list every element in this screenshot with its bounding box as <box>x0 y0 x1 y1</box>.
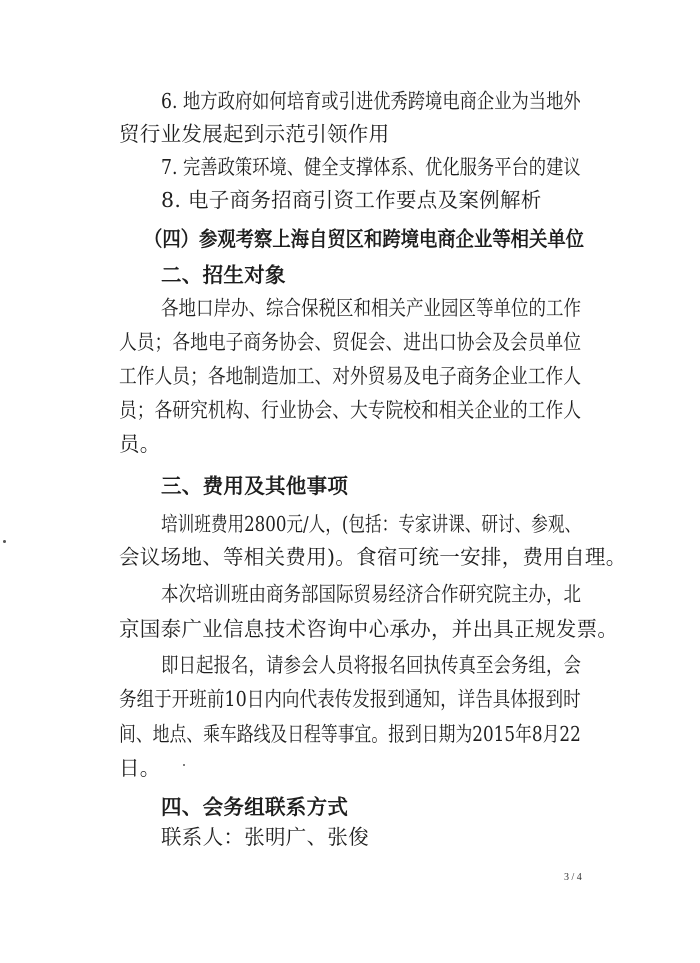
paragraph-line: 间、地点、乘车路线及日程等事宜。报到日期为2015年8月22 <box>119 722 581 746</box>
section-heading-2: 二、招生对象 <box>161 263 286 287</box>
section-heading-3: 三、费用及其他事项 <box>161 474 349 498</box>
paragraph-line: 京国泰广业信息技术咨询中心承办，并出具正规发票。 <box>119 617 619 641</box>
list-item-8: 8. 电子商务招商引资工作要点及案例解析 <box>161 188 542 212</box>
paragraph-line: 各地口岸办、综合保税区和相关产业园区等单位的工作 <box>161 296 581 320</box>
page-number: 3 / 4 <box>564 872 582 883</box>
paragraph-line: 员。 <box>119 432 161 456</box>
paragraph-line: 会议场地、等相关费用)。食宿可统一安排，费用自理。 <box>119 545 627 569</box>
paragraph-line: 务组于开班前10日内向代表传发报到通知，详告具体报到时 <box>119 687 581 711</box>
paragraph-line: 即日起报名，请参会人员将报名回执传真至会务组，会 <box>161 653 581 677</box>
list-item-6-line-1: 6. 地方政府如何培育或引进优秀跨境电商企业为当地外 <box>161 89 581 113</box>
paragraph-line: 员；各研究机构、行业协会、大专院校和相关企业的工作人 <box>119 398 581 422</box>
subsection-heading-4: （四）参观考察上海自贸区和跨境电商企业等相关单位 <box>144 227 584 251</box>
paragraph-line: 人员；各地电子商务协会、贸促会、进出口协会及会员单位 <box>119 330 581 354</box>
list-item-7: 7. 完善政策环境、健全支撑体系、优化服务平台的建议 <box>161 155 581 179</box>
paragraph-line: 本次培训班由商务部国际贸易经济合作研究院主办，北 <box>161 582 581 606</box>
list-item-6-line-2: 贸行业发展起到示范引领作用 <box>119 122 390 146</box>
contact-line: 联系人：张明广、张俊 <box>161 825 369 849</box>
paragraph-line: 培训班费用2800元/人，(包括：专家讲课、研讨、参观、 <box>161 512 582 536</box>
scan-speck <box>3 540 6 543</box>
scan-speck <box>183 764 185 766</box>
paragraph-line: 工作人员；各地制造加工、对外贸易及电子商务企业工作人 <box>119 364 581 388</box>
section-heading-4: 四、会务组联系方式 <box>161 795 349 819</box>
paragraph-line: 日。 <box>119 756 161 780</box>
